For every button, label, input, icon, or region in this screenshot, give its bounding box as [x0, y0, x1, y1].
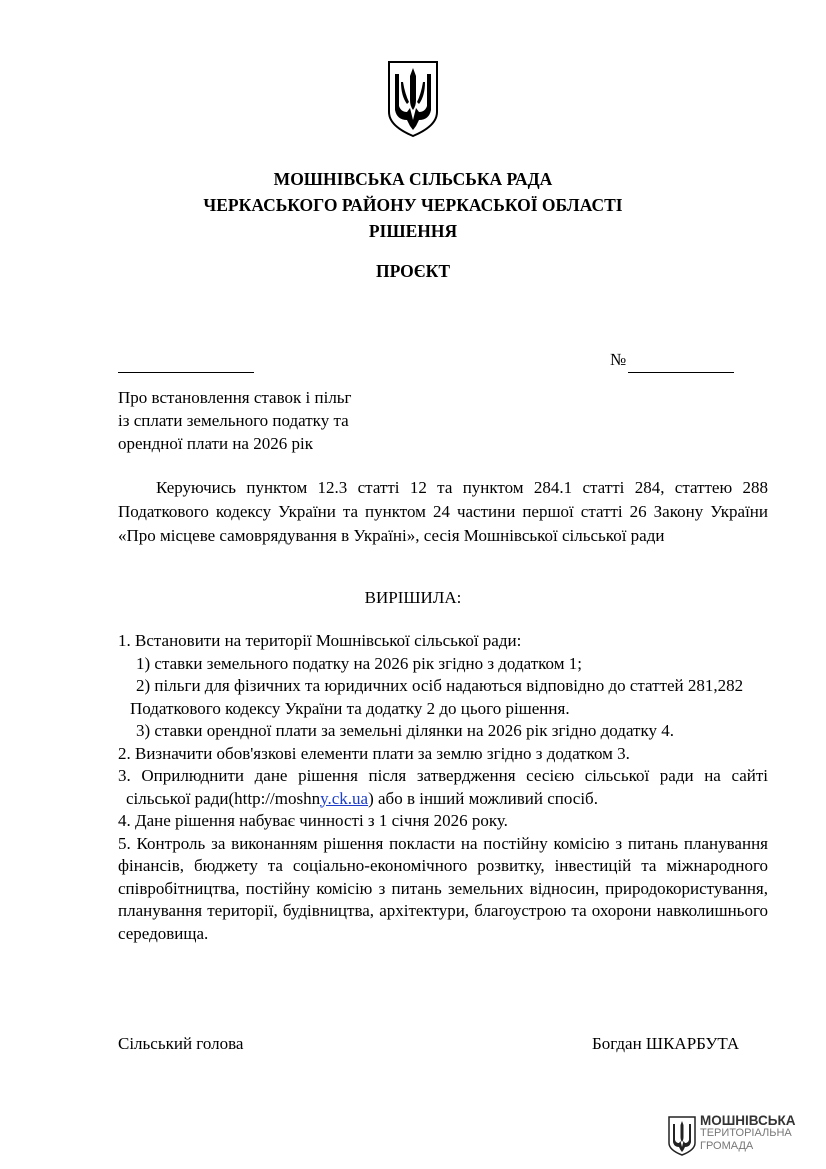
item-2: 2. Визначити обов'язкові елементи плати за землю згідно з додатком 3. [118, 743, 630, 763]
number-blank-line [628, 372, 734, 373]
item-1-1: 1) ставки земельного податку на 2026 рік згідно з додатком 1; [136, 653, 582, 673]
decided-heading: ВИРІШИЛА: [364, 588, 462, 607]
council-name: МОШНІВСЬКА СІЛЬСЬКА РАДА [273, 169, 553, 189]
subject-line: орендної плати на 2026 рік [118, 434, 313, 453]
site-link[interactable]: y.ck.ua [320, 788, 369, 808]
document-status: ПРОЄКТ [375, 261, 451, 281]
preamble: Керуючись пунктом 12.3 статті 12 та пунктом 284.1 статті 284, статтею 288 Податкового кодексу України та пунктом 24 частини першої статті 26 Закону України «Про місцеве самоврядування в Україні», сесія Мошнівської сільської ради [118, 478, 768, 545]
number-label: № [610, 350, 627, 369]
item-4: 4. Дане рішення набуває чинності з 1 січня 2026 року. [118, 811, 508, 830]
subject-line: Про встановлення ставок і пільг [118, 388, 352, 407]
item-1: 1. Встановити на території Мошнівської сільської ради: [118, 631, 522, 650]
decision-items [118, 630, 768, 945]
date-blank-line [118, 372, 254, 373]
document-type: РІШЕННЯ [368, 221, 458, 241]
brand-line-1: МОШНІВСЬКА [700, 1113, 796, 1128]
subject-line: із сплати земельного податку та [118, 411, 349, 430]
signature-name: Богдан ШКАРБУТА [592, 1034, 740, 1053]
community-brand [700, 1114, 796, 1153]
coat-of-arms-icon [387, 60, 439, 138]
decision-subject [118, 386, 352, 455]
brand-line-2: ТЕРИТОРІАЛЬНА [700, 1127, 792, 1139]
signature-position: Сільський голова [118, 1034, 244, 1053]
brand-line-3: ГРОМАДА [700, 1140, 754, 1152]
item-1-3: 3) ставки орендної плати за земельні ділянки на 2026 рік згідно додатку 4. [136, 721, 675, 740]
item-5: 5. Контроль за виконанням рішення покласти на постійну комісію з питань планування фінансів, бюджету та соціально-економічного розвитку, інвестицій та міжнародного співробітництва, постійну комісію з питань земельних відносин, природокористування, планування території, будівництва, архітектури, благоустрою та охорони навколишнього середовища. [118, 833, 768, 943]
community-logo-icon [668, 1116, 696, 1156]
item-3: 3. Оприлюднити дане рішення після затвердження сесією сільської ради на сайті сільської ради(http://moshny.ck.ua) або в інший можливий спосіб. [118, 766, 768, 808]
council-district: ЧЕРКАСЬКОГО РАЙОНУ ЧЕРКАСЬКОЇ ОБЛАСТІ [203, 195, 623, 215]
item-1-2: 2) пільги для фізичних та юридичних осіб надаються відповідно до статтей 281,282 Податкового кодексу України та додатку 2 до цього рішення. [130, 676, 744, 718]
